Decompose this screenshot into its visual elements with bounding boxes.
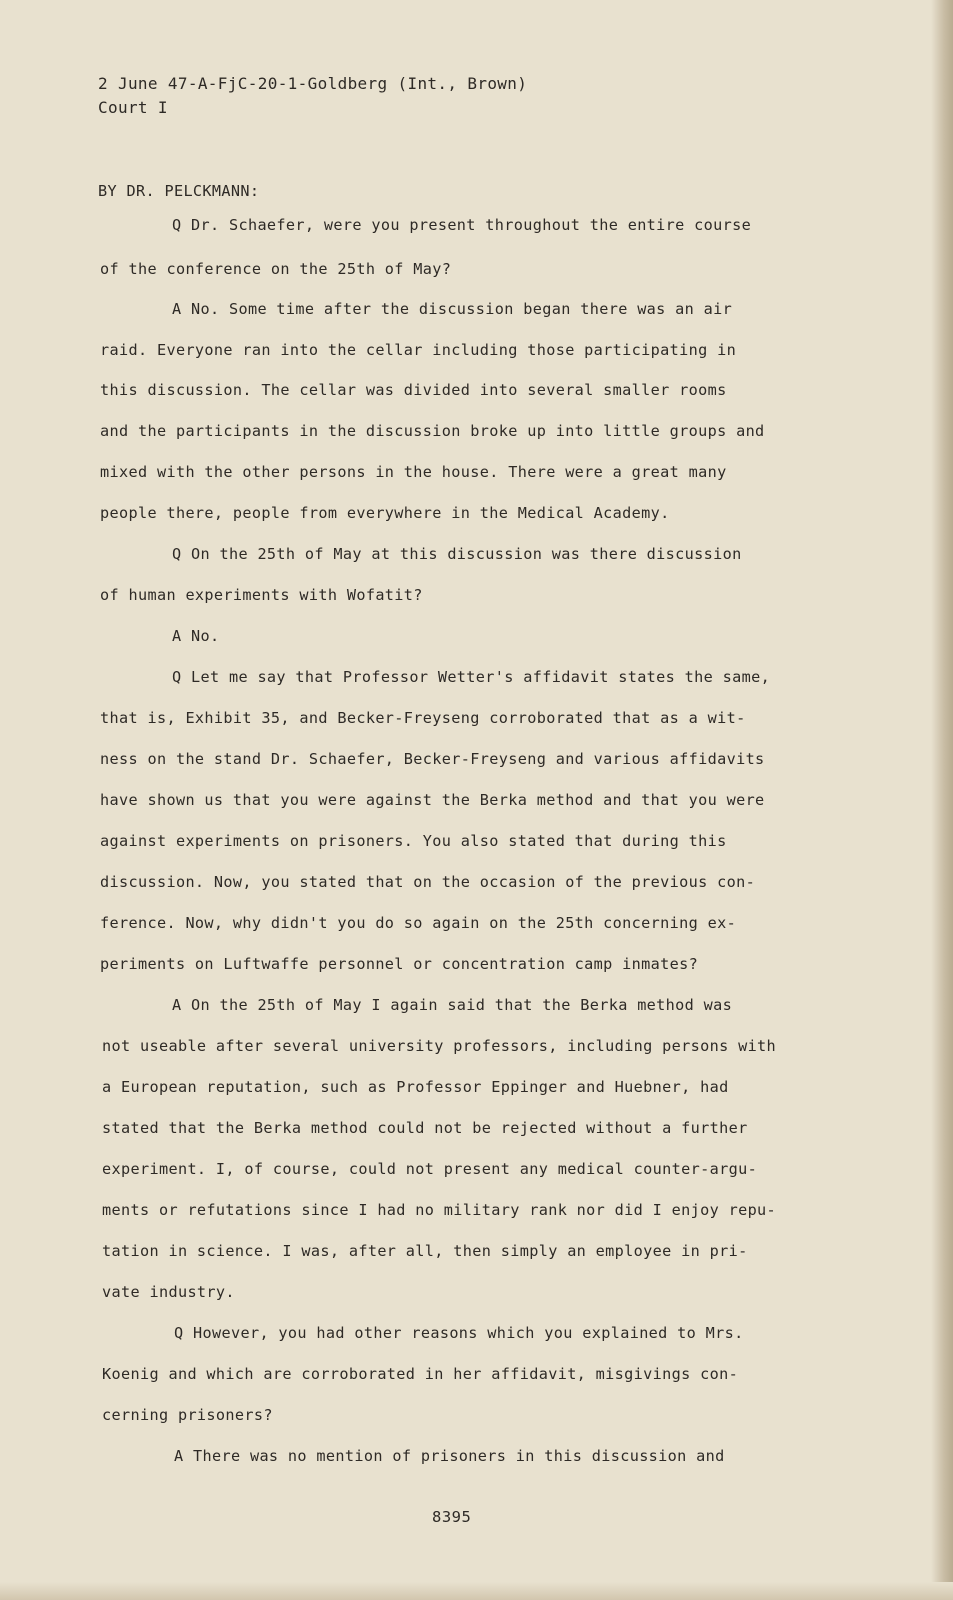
body-line: ference. Now, why didn't you do so again on the 25th concerning ex- <box>100 914 737 932</box>
body-line: A No. <box>172 627 220 645</box>
body-line: mixed with the other persons in the house. There were a great many <box>100 463 727 481</box>
header-line-2: Court I <box>98 98 168 117</box>
body-line: Q Dr. Schaefer, were you present throughout the entire course <box>172 216 752 234</box>
body-line: Q Let me say that Professor Wetter's affidavit states the same, <box>172 668 771 686</box>
header-line-1: 2 June 47-A-FjC-20-1-Goldberg (Int., Brown) <box>98 74 528 93</box>
body-line: that is, Exhibit 35, and Becker-Freyseng corroborated that as a wit- <box>100 709 746 727</box>
body-line: cerning prisoners? <box>102 1406 273 1424</box>
body-line: against experiments on prisoners. You also stated that during this <box>100 832 727 850</box>
body-line: have shown us that you were against the Berka method and that you were <box>100 791 765 809</box>
body-line: discussion. Now, you stated that on the occasion of the previous con- <box>100 873 756 891</box>
body-line: stated that the Berka method could not be rejected without a further <box>102 1119 748 1137</box>
body-line: experiment. I, of course, could not present any medical counter-argu- <box>102 1160 758 1178</box>
speaker-label: BY DR. PELCKMANN: <box>98 182 260 200</box>
body-line: and the participants in the discussion broke up into little groups and <box>100 422 765 440</box>
body-line: A No. Some time after the discussion began there was an air <box>172 300 733 318</box>
body-line: ness on the stand Dr. Schaefer, Becker-Freyseng and various affidavits <box>100 750 765 768</box>
body-line: not useable after several university professors, including persons with <box>102 1037 777 1055</box>
page-number: 8395 <box>432 1507 472 1526</box>
body-line: of the conference on the 25th of May? <box>100 260 452 278</box>
body-line: tation in science. I was, after all, then simply an employee in pri- <box>102 1242 748 1260</box>
body-line: periments on Luftwaffe personnel or concentration camp inmates? <box>100 955 699 973</box>
body-line: vate industry. <box>102 1283 235 1301</box>
body-line: people there, people from everywhere in the Medical Academy. <box>100 504 670 522</box>
body-line: Koenig and which are corroborated in her affidavit, misgivings con- <box>102 1365 739 1383</box>
body-line: a European reputation, such as Professor Eppinger and Huebner, had <box>102 1078 729 1096</box>
body-line: Q However, you had other reasons which you explained to Mrs. <box>174 1324 744 1342</box>
body-line: A There was no mention of prisoners in this discussion and <box>174 1447 725 1465</box>
body-line: A On the 25th of May I again said that the Berka method was <box>172 996 733 1014</box>
body-line: Q On the 25th of May at this discussion was there discussion <box>172 545 742 563</box>
body-line: of human experiments with Wofatit? <box>100 586 423 604</box>
body-line: this discussion. The cellar was divided into several smaller rooms <box>100 381 727 399</box>
body-line: ments or refutations since I had no military rank nor did I enjoy repu- <box>102 1201 777 1219</box>
body-line: raid. Everyone ran into the cellar including those participating in <box>100 341 737 359</box>
